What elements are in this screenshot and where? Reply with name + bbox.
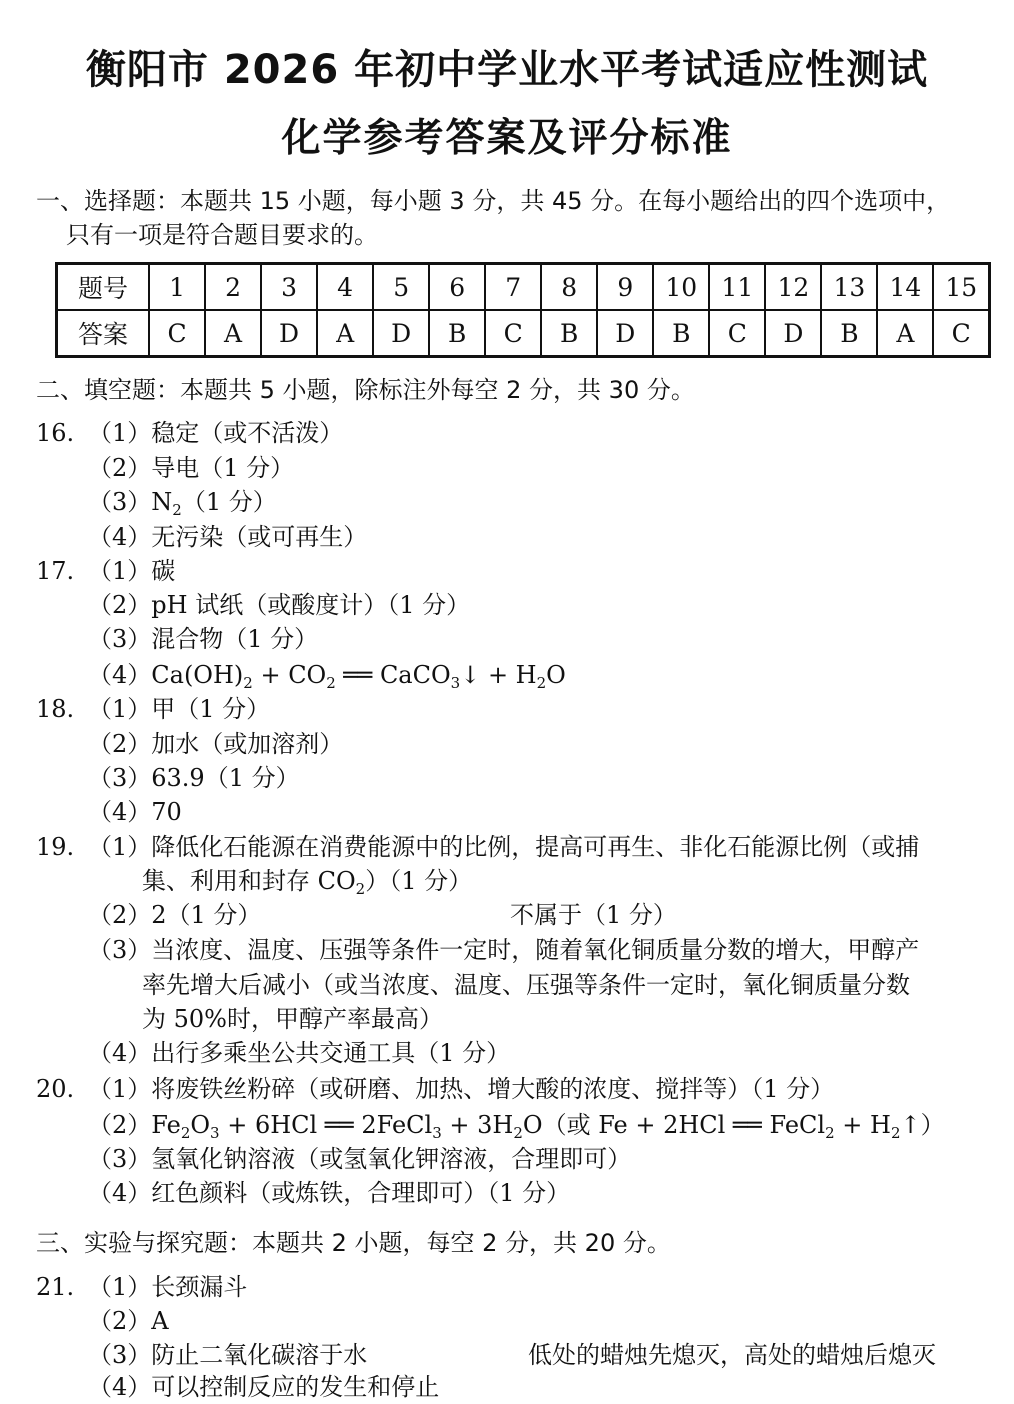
section1-heading-line2: 只有一项是符合题目要求的。: [66, 221, 378, 249]
table-cell: B: [821, 310, 877, 357]
table-cell: 13: [821, 264, 877, 311]
table-cell: D: [765, 310, 821, 357]
q17-part2: （2）pH 试纸（或酸度计）（1 分）: [88, 591, 471, 619]
table-cell: D: [261, 310, 317, 357]
document-title: 衡阳市 2026 年初中学业水平考试适应性测试: [85, 47, 929, 93]
q17-part3: （3）混合物（1 分）: [88, 625, 319, 653]
q16-part3: $(3)N_2(1$ 分）: [88, 488, 277, 519]
question-number-20: 20.: [36, 1075, 75, 1103]
q16-part4: （4）无污染（或可再生）: [88, 523, 368, 551]
document-subtitle: 化学参考答案及评分标准: [281, 116, 733, 161]
section3-heading: 三、实验与探究题：本题共 2 小题，每空 2 分，共 20 分。: [36, 1229, 671, 1257]
table-cell: 1: [149, 264, 205, 311]
table-cell: 2: [205, 264, 261, 311]
section2-heading: 二、填空题：本题共 5 小题，除标注外每空 2 分，共 30 分。: [36, 376, 695, 404]
table-cell: A: [317, 310, 373, 357]
table-cell: D: [597, 310, 653, 357]
q19-part1-line2: 集、利用和封存 $CO_2)(1$ 分）: [142, 867, 473, 898]
table-cell: 8: [541, 264, 597, 311]
table-cell: C: [709, 310, 765, 357]
section1-heading-line1: 一、选择题：本题共 15 小题，每小题 3 分，共 45 分。在每小题给出的四个选项中，: [36, 187, 951, 215]
table-cell: 10: [653, 264, 709, 311]
table-cell: A: [877, 310, 933, 357]
q20-part3: （3）氢氧化钠溶液（或氢氧化钾溶液，合理即可）: [88, 1145, 632, 1173]
q16-part1: （1）稳定（或不活泼）: [88, 419, 344, 447]
table-cell: 7: [485, 264, 541, 311]
q20-part2-equation: $(2)Fe_2O_3 + 6HCl$ ══ 2FeCl$_3$ + $3H_2O$（或 Fe + 2HCl ══ FeCl$_2$ + $H_2↑$）: [88, 1111, 945, 1142]
table-cell: D: [373, 310, 429, 357]
table-header-answer: 答案: [57, 310, 150, 357]
question-number-16: 16.: [36, 419, 75, 447]
table-cell: B: [541, 310, 597, 357]
q20-part1: （1）将废铁丝粉碎（或研磨、加热、增大酸的浓度、搅拌等）（1 分）: [88, 1075, 835, 1103]
q19-part2-right: 不属于（1 分）: [510, 901, 677, 929]
table-row-answers: [57, 310, 990, 357]
answer-table: [55, 262, 991, 358]
q16-part2: （2）导电（1 分）: [88, 454, 295, 482]
q17-part1: （1）碳: [88, 557, 176, 585]
q19-part2-left: （2）2（1 分）: [88, 901, 262, 929]
table-cell: 14: [877, 264, 933, 311]
q21-part1: （1）长颈漏斗: [88, 1273, 248, 1301]
table-cell: B: [429, 310, 485, 357]
q18-part1: （1）甲（1 分）: [88, 695, 271, 723]
table-header-number: 题号: [57, 264, 150, 311]
question-number-18: 18.: [36, 695, 75, 723]
q21-part2: （2）A: [88, 1307, 169, 1335]
table-cell: C: [149, 310, 205, 357]
table-cell: B: [653, 310, 709, 357]
table-cell: C: [485, 310, 541, 357]
q19-part1-line1: （1）降低化石能源在消费能源中的比例，提高可再生、非化石能源比例（或捕: [88, 833, 920, 861]
table-cell: 6: [429, 264, 485, 311]
table-row-numbers: [57, 264, 990, 311]
q19-part3-line1: （3）当浓度、温度、压强等条件一定时，随着氧化铜质量分数的增大，甲醇产: [88, 936, 920, 964]
table-cell: 12: [765, 264, 821, 311]
table-cell: 3: [261, 264, 317, 311]
q21-part3-right: 低处的蜡烛先熄灭，高处的蜡烛后熄灭: [528, 1341, 936, 1369]
question-number-21: 21.: [36, 1273, 75, 1301]
q21-part3-left: （3）防止二氧化碳溶于水: [88, 1341, 368, 1369]
q17-part4-equation: $(4)Ca(OH)_2 + CO_2$ ══ CaCO$_3$↓ + $H_2O$: [88, 661, 566, 692]
q21-part4: （4）可以控制反应的发生和停止: [88, 1373, 440, 1401]
table-cell: C: [933, 310, 989, 357]
table-cell: 5: [373, 264, 429, 311]
q19-part3-line3: 为 50%时，甲醇产率最高）: [142, 1005, 443, 1033]
question-number-17: 17.: [36, 557, 75, 585]
table-cell: 9: [597, 264, 653, 311]
question-number-19: 19.: [36, 833, 75, 861]
q18-part3: （3）63.9（1 分）: [88, 764, 300, 792]
q19-part4: （4）出行多乘坐公共交通工具（1 分）: [88, 1039, 511, 1067]
table-cell: A: [205, 310, 261, 357]
q18-part4: （4）70: [88, 798, 182, 826]
table-cell: 15: [933, 264, 989, 311]
q19-part3-line2: 率先增大后减小（或当浓度、温度、压强等条件一定时，氧化铜质量分数: [142, 971, 910, 999]
q18-part2: （2）加水（或加溶剂）: [88, 730, 344, 758]
table-cell: 11: [709, 264, 765, 311]
table-cell: 4: [317, 264, 373, 311]
q20-part4: （4）红色颜料（或炼铁，合理即可）（1 分）: [88, 1179, 571, 1207]
